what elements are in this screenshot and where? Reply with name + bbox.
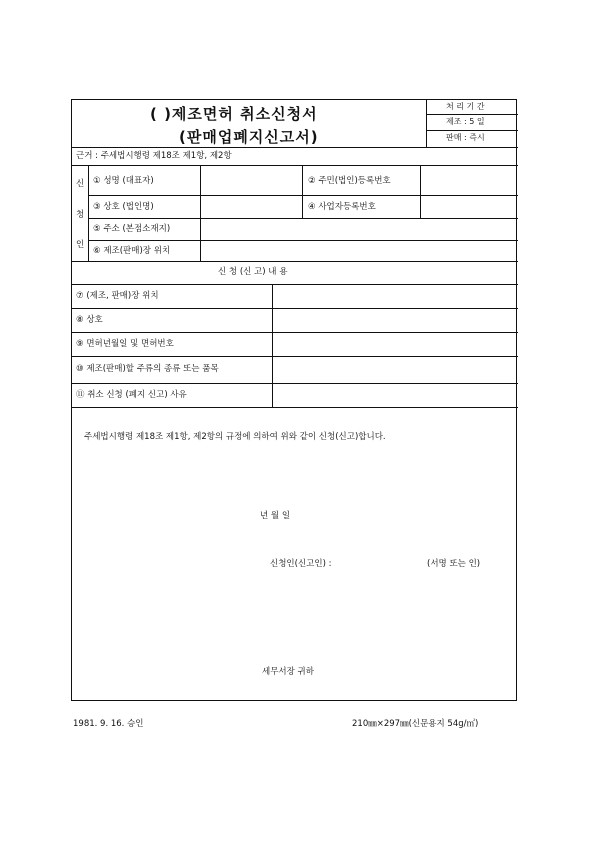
applicant-side-char-3: 인 <box>76 240 85 250</box>
site-location-label: ⑥ 제조(판매)장 위치 <box>93 246 171 256</box>
applicant-side-char-1: 신 <box>76 179 85 189</box>
trade-name-label: ③ 상호 (법인명) <box>93 202 154 212</box>
content-heading: 신 청 (신 고) 내 용 <box>218 267 288 277</box>
resident-number-label: ② 주민(법인)등록번호 <box>308 176 391 186</box>
processing-period-manufacture: 제조 : 5 일 <box>446 117 485 126</box>
address-label: ⑤ 주소 (본점소재지) <box>93 224 171 234</box>
signature-placeholder[interactable]: (서명 또는 인) <box>427 559 481 569</box>
applicant-signature-label: 신청인(신고인) : <box>270 559 332 569</box>
form-title-line1: ( )제조면허 취소신청서 <box>150 105 318 123</box>
content-row-label-5: ⑪ 취소 신청 (폐지 신고) 사유 <box>76 390 187 400</box>
business-number-label: ④ 사업자등록번호 <box>308 202 376 212</box>
legal-basis: 근거 : 주세법시행령 제18조 제1항, 제2항 <box>76 151 232 161</box>
declaration-date[interactable]: 년 월 일 <box>260 511 291 521</box>
content-row-label-1: ⑦ (제조, 판매)장 위치 <box>76 291 159 301</box>
paper-spec: 210㎜×297㎜(신문용지 54g/㎡) <box>352 719 479 729</box>
approval-date: 1981. 9. 16. 승인 <box>73 719 144 729</box>
application-form <box>71 99 517 701</box>
processing-period-label: 처 리 기 간 <box>446 102 485 111</box>
applicant-side-char-2: 청 <box>76 210 85 220</box>
processing-period-sale: 판매 : 즉시 <box>446 133 485 142</box>
content-row-label-4: ⑩ 제조(판매)할 주류의 종류 또는 품목 <box>76 364 219 374</box>
content-row-label-2: ⑧ 상호 <box>76 315 103 325</box>
form-title-line2: (판매업폐지신고서) <box>179 128 319 146</box>
addressee: 세무서장 귀하 <box>262 667 314 677</box>
content-row-label-3: ⑨ 면허년월일 및 면허번호 <box>76 339 174 349</box>
name-label: ① 성명 (대표자) <box>93 176 154 186</box>
declaration-statement: 주세법시행령 제18조 제1항, 제2항의 규정에 의하여 위와 같이 신청(신고)합니다. <box>84 432 386 442</box>
